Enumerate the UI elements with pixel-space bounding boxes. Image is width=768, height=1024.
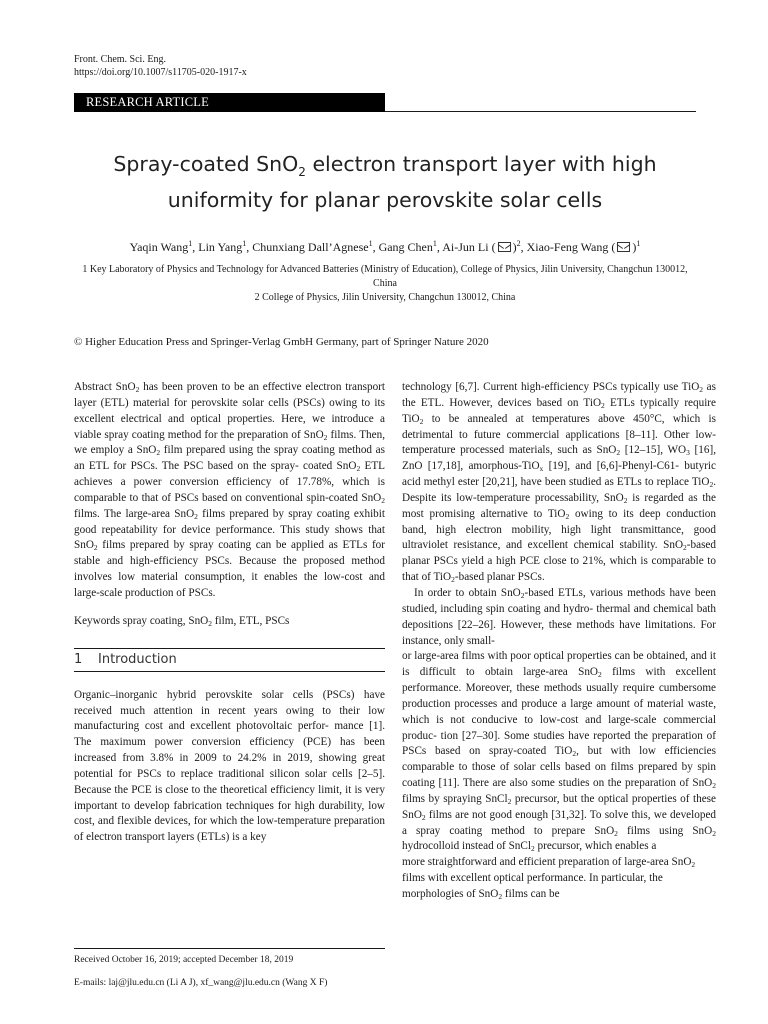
envelope-icon[interactable] [498, 242, 511, 252]
article-type-rule [385, 111, 696, 112]
section-number: 1 [74, 651, 83, 667]
copyright-notice: © Higher Education Press and Springer-Verlag GmbH Germany, part of Springer Nature 2020 [74, 336, 489, 348]
envelope-icon[interactable] [617, 242, 630, 252]
paper-title: Spray-coated SnO$_2$ electron transport layer with high uniformity for planar perovskite solar cells [113, 152, 657, 213]
article-type-bar [74, 93, 385, 112]
author-name[interactable]: Yaqin Wang [129, 240, 189, 254]
journal-header [74, 53, 247, 79]
abstract: Abstract SnO$_2$ has been proven to be an effective electron transport layer (ETL) material for perovskite solar cells (PSCs) owing to its excellent electrical and optical properties. Here, we introduce a viable spray coating method for the preparation of SnO$_2$ films. Then, we employ a SnO$_2$ film prepared using the spray coating method as an ETL for PSCs. The PSC based on the spray- coated SnO$_2$ ETL achieves a power conversion efficiency of 17.78%, which is comparable to that of PSCs based on conventional spin-coated SnO$_2$ films. The large-area SnO$_2$ films prepared by spray coating exhibit good repeatability for device performance. This study shows that SnO$_2$ films prepared by spray coating can be applied as ETLs for stable and high-efficiency PSCs. Because the proposed method involves low material consumption, it enables the low-cost and large-scale production of PSCs. [74, 381, 385, 599]
author-name[interactable]: Chunxiang Dall’Agnese [252, 240, 369, 254]
author-list: Yaqin Wang$^1$, Lin Yang$^1$, Chunxiang Dall’Agnese$^1$, Gang Chen$^1$, Ai-Jun Li ( )$^2$, Xiao-Feng Wang ( )$^1$ [129, 239, 641, 254]
email-footnote: E-mails: laj@jlu.edu.cn (Li A J), xf_wang@jlu.edu.cn (Wang X F) [74, 978, 328, 988]
footnote-divider [74, 948, 385, 949]
author-name[interactable]: Lin Yang [198, 240, 243, 254]
body-paragraph-2-cont: or large-area films with poor optical properties can be obtained, and it is difficult to obtain large-area SnO$_2$ films with excellent performance. Moreover, these methods usually require cumbersome production processes and produce a large amount of material waste, which is not conducive to low-cost and large-scale commercial produc- tion [27–30]. Some studies have reported the preparation of PSCs based on spray-coated TiO$_2$, but with low efficiencies comparable to those of solar cells based on films prepared by spin coating [11]. There are also some studies on the preparation of SnO$_2$ films by spraying SnCl$_2$ precursor, but the optical properties of these SnO$_2$ films are not good enough [31,32]. To solve this, we developed a spray coating method to prepare SnO$_2$ films using SnO$_2$ hydrocolloid instead of SnCl$_2$ precursor, which enables a [402, 650, 716, 854]
email-links[interactable]: laj@jlu.edu.cn (Li A J), xf_wang@jlu.edu.cn (Wang X F) [106, 978, 328, 988]
section-heading-introduction [74, 648, 385, 672]
intro-paragraph: Organic–inorganic hybrid perovskite solar cells (PSCs) have received much attention in recent years owing to their low manufacturing cost and excellent photovoltaic perfor- mance [1]. The maximum power conversion efficiency (PCE) has been increased from 3.8% in 2009 to 24.2% in 2019, showing great potential for PSCs to replace traditional silicon solar cells [2–5]. Because the PCE is close to the theoretical efficiency limit, it is very important to develop fabrication techniques for high durability, low cost, and flexible devices, for which the low-temperature preparation of electron transport layers (ETLs) is a key [74, 688, 385, 844]
left-column [74, 380, 385, 846]
affiliation-2: 2 College of Physics, Jilin University, Changchun 130012, China [254, 292, 516, 303]
journal-name: Front. Chem. Sci. Eng. [74, 54, 166, 65]
right-column [402, 380, 716, 903]
author-name[interactable]: Gang Chen [378, 240, 433, 254]
body-paragraph-1: technology [6,7]. Current high-efficiency PSCs typically use TiO$_2$ as the ETL. However, devices based on TiO$_2$ ETLs typically require TiO$_2$ to be annealed at temperatures above 450°C, which is detrimental to future commercial applications [8–11]. Other low-temperature processed materials, such as SnO$_2$ [12–15], $WO_3$ [16], ZnO [17,18], amorphous-TiO$_x$ [19], and [6,6]-Phenyl-C61- butyric acid methyl ester [20,21], have been studied as ETLs to replace TiO$_2$. Despite its low-temperature processability, SnO$_2$ is regarded as the most promising alternative to TiO$_2$ owing to its deep conduction band, high electron mobility, high light transmittance, good ultraviolet resistance, and excellent chemical stability. SnO$_2$-based planar PSCs yield a high PCE close to 21%, which is comparable to that of TiO$_2$-based planar PSCs. [402, 381, 716, 585]
received-date: Received October 16, 2019; accepted December 18, 2019 [74, 955, 294, 965]
affiliation-1: 1 Key Laboratory of Physics and Technology for Advanced Batteries (Ministry of Education), College of Physics, Jilin University, Changchun 130012, China [82, 264, 688, 289]
section-title: Introduction [98, 651, 177, 667]
author-name[interactable]: Xiao-Feng Wang [526, 240, 609, 254]
author-name[interactable]: Ai-Jun Li [442, 240, 489, 254]
body-paragraph-2-end: more straightforward and efficient preparation of large-area SnO$_2$ films with excellent optical performance. In particular, the morphologies of SnO$_2$ films can be [402, 856, 696, 901]
body-paragraph-2: In order to obtain SnO$_2$-based ETLs, various methods have been studied, including spin coating and hydro- thermal and chemical bath depositions [22–26]. However, these methods have limitations. For instance, only small- [402, 586, 717, 647]
doi-link[interactable]: https://doi.org/10.1007/s11705-020-1917-x [74, 67, 247, 78]
keywords: Keywords spray coating, SnO$_2$ film, ETL, PSCs [74, 614, 290, 628]
article-type-label: RESEARCH ARTICLE [86, 95, 209, 109]
